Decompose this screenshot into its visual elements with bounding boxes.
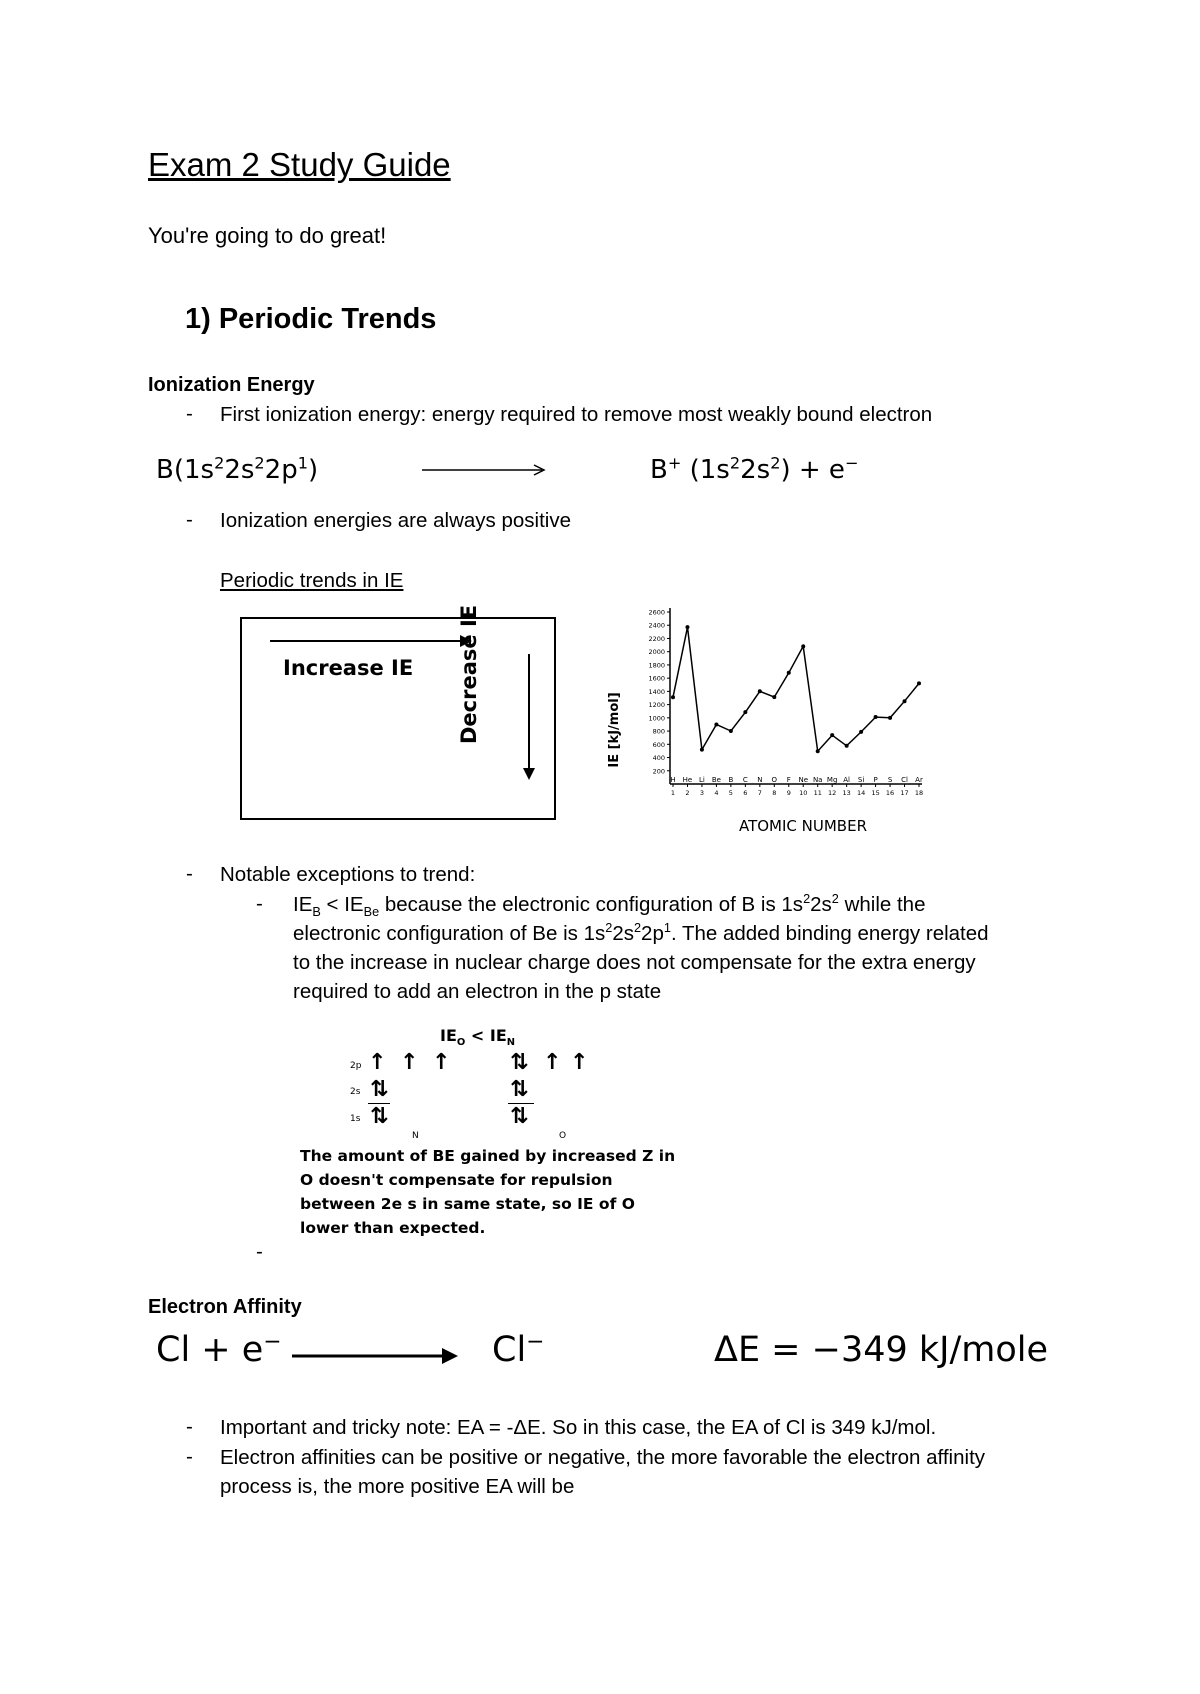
orbital-label-o: O	[559, 1131, 567, 1141]
chart-data-point	[801, 644, 805, 648]
chart-x-tick-label: 9	[786, 789, 791, 797]
ionization-equation-right: B+ $(1s^22s^2) + e^-$	[650, 453, 859, 485]
chart-x-tick-label: 18	[914, 789, 924, 797]
reaction-arrow-icon	[290, 1344, 462, 1368]
chart-data-point	[758, 689, 762, 693]
chart-category-label: He	[682, 776, 693, 784]
chart-y-tick-label: 1800	[648, 661, 665, 670]
chart-x-tick-label: 1	[670, 789, 676, 797]
chart-data-point	[743, 710, 747, 714]
chart-y-tick-label: 2400	[648, 621, 665, 630]
electron-up-arrow-icon: ↑	[368, 1050, 387, 1075]
chart-data-point	[830, 733, 834, 737]
chart-y-tick-label: 1600	[648, 674, 665, 683]
periodic-trends-label: Periodic trends in IE	[220, 569, 404, 592]
chart-data-point	[700, 748, 704, 752]
chart-category-label: F	[786, 776, 791, 784]
chart-category-label: P	[873, 776, 878, 784]
chart-data-point	[787, 671, 791, 675]
electron-up-arrow-icon: ↑	[543, 1050, 562, 1075]
chart-x-tick-label: 13	[842, 789, 851, 797]
chart-data-point	[685, 625, 689, 629]
exceptions-bullet: Notable exceptions to trend:	[220, 863, 476, 886]
chart-category-label: Cl	[901, 776, 908, 784]
down-arrow-icon	[520, 652, 538, 782]
chart-x-tick-label: 15	[871, 789, 880, 797]
chart-y-tick-label: 1400	[648, 687, 665, 696]
chart-data-point	[671, 695, 675, 699]
affinity-bullet-1: Important and tricky note: EA = -ΔE. So in this case, the EA of Cl is 349 kJ/mol.	[220, 1416, 937, 1439]
chart-category-label: N	[757, 776, 763, 784]
orbital-label-n: N	[412, 1131, 419, 1141]
section-heading-periodic-trends: 1) Periodic Trends	[185, 303, 437, 335]
chart-category-label: O	[771, 776, 778, 784]
orbital-diagram-title: $IE_O < IE_N$	[440, 1026, 516, 1049]
chart-data-point	[917, 681, 921, 685]
chart-category-label: C	[742, 776, 748, 784]
chart-x-tick-label: 4	[714, 789, 719, 797]
chart-y-tick-label: 200	[652, 767, 665, 776]
chart-data-point	[888, 716, 892, 720]
chart-category-label: H	[670, 776, 676, 784]
increase-ie-label: Increase IE	[283, 656, 414, 680]
chart-y-tick-label: 2600	[648, 608, 665, 617]
electron-pair-arrow-icon: ⇅	[370, 1104, 389, 1129]
chart-y-tick-label: 600	[652, 740, 665, 749]
bullet-dash: -	[186, 402, 193, 425]
chart-data-point	[772, 695, 776, 699]
reaction-arrow-icon	[420, 460, 550, 480]
orbital-label-2s: 2s	[350, 1087, 361, 1097]
right-arrow-icon	[268, 632, 474, 650]
electron-up-arrow-icon: ↑	[432, 1050, 451, 1075]
chart-data-point	[859, 730, 863, 734]
chart-y-tick-label: 800	[652, 727, 665, 736]
chart-x-tick-label: 14	[856, 789, 866, 797]
affinity-bullet-2: Electron affinities can be positive or negative, the more favorable the electron affinity process is, the more positive EA will be	[220, 1446, 986, 1498]
chart-x-tick-label: 10	[799, 789, 808, 797]
page-subtitle: You're going to do great!	[148, 223, 387, 248]
chart-x-tick-label: 3	[699, 789, 705, 797]
chart-y-axis-label: IE [kJ/mol]	[607, 692, 622, 768]
chart-category-label: S	[887, 776, 893, 784]
chart-category-label: Mg	[826, 776, 838, 784]
decrease-ie-label: Decrease IE	[457, 604, 481, 744]
chart-category-label: B	[728, 776, 734, 784]
chart-y-tick-label: 1000	[648, 714, 665, 723]
chart-x-tick-label: 8	[772, 789, 777, 797]
chart-data-point	[714, 723, 718, 727]
chart-y-tick-label: 2200	[648, 634, 665, 643]
bullet-dash: -	[256, 1240, 263, 1263]
electron-up-arrow-icon: ↑	[400, 1050, 419, 1075]
chart-data-point	[845, 744, 849, 748]
chart-x-tick-label: 7	[757, 789, 762, 797]
ionization-bullet-2: Ionization energies are always positive	[220, 509, 571, 532]
exceptions-detail: $IE_B < IE_{Be}$ because the electronic configuration of B is $1s^22s^2$ while the electronic configuration of Be is $1s^22s^22p^1$. The added binding energy related to the increase in nuclear charge does not compensate for the extra energy required to add an electron in the p state	[293, 891, 989, 1003]
bullet-dash: -	[186, 1415, 193, 1438]
bullet-dash: -	[256, 892, 263, 915]
chart-data-point	[903, 699, 907, 703]
chart-category-label: Al	[843, 776, 851, 784]
chart-category-label: Ar	[915, 776, 923, 784]
chart-x-tick-label: 11	[813, 789, 822, 797]
chart-series-line	[673, 627, 919, 751]
electron-pair-arrow-icon: ⇅	[510, 1104, 529, 1129]
electron-pair-arrow-icon: ⇅	[510, 1077, 529, 1102]
chart-x-tick-label: 12	[828, 789, 837, 797]
electron-pair-arrow-icon: ⇅	[510, 1050, 529, 1075]
chart-y-tick-label: 400	[652, 754, 665, 763]
chart-y-tick-label: 2000	[648, 648, 665, 657]
orbital-note: The amount of BE gained by increased Z in O doesn't compensate for repulsion between 2e s in same state, so IE of O lower than expected.	[300, 1147, 676, 1237]
affinity-equation-left: Cl + e−	[156, 1329, 282, 1370]
chart-data-point	[729, 729, 733, 733]
chart-x-tick-label: 2	[685, 789, 690, 797]
bullet-dash: -	[186, 862, 193, 885]
ionization-energy-chart	[600, 600, 940, 840]
bullet-dash: -	[186, 508, 193, 531]
affinity-equation-product: Cl−	[492, 1329, 545, 1370]
chart-data-point	[874, 715, 878, 719]
page-title: Exam 2 Study Guide	[148, 146, 451, 183]
chart-x-tick-label: 17	[900, 789, 909, 797]
chart-category-label: Ne	[798, 776, 809, 784]
electron-pair-arrow-icon: ⇅	[370, 1077, 389, 1102]
electron-up-arrow-icon: ↑	[570, 1050, 589, 1075]
chart-category-label: Be	[711, 776, 721, 784]
bullet-dash: -	[186, 1445, 193, 1468]
electron-affinity-heading: Electron Affinity	[148, 1296, 302, 1318]
chart-category-label: Li	[699, 776, 705, 784]
chart-x-axis-label: ATOMIC NUMBER	[738, 817, 868, 835]
ionization-equation-left: $B(1s^22s^22p^1)$	[156, 453, 319, 485]
affinity-delta-e: ΔE = −349 kJ/mole	[714, 1330, 1049, 1370]
ionization-bullet-1: First ionization energy: energy required to remove most weakly bound electron	[220, 403, 933, 426]
chart-y-tick-label: 1200	[648, 701, 665, 710]
chart-x-tick-label: 16	[885, 789, 895, 797]
chart-data-point	[816, 749, 820, 753]
chart-category-label: Na	[812, 776, 823, 784]
chart-x-tick-label: 6	[743, 789, 748, 797]
orbital-label-1s: 1s	[350, 1114, 361, 1124]
chart-x-tick-label: 5	[728, 789, 733, 797]
ionization-energy-heading: Ionization Energy	[148, 374, 315, 396]
chart-category-label: Si	[857, 776, 865, 784]
orbital-label-2p: 2p	[350, 1061, 362, 1071]
